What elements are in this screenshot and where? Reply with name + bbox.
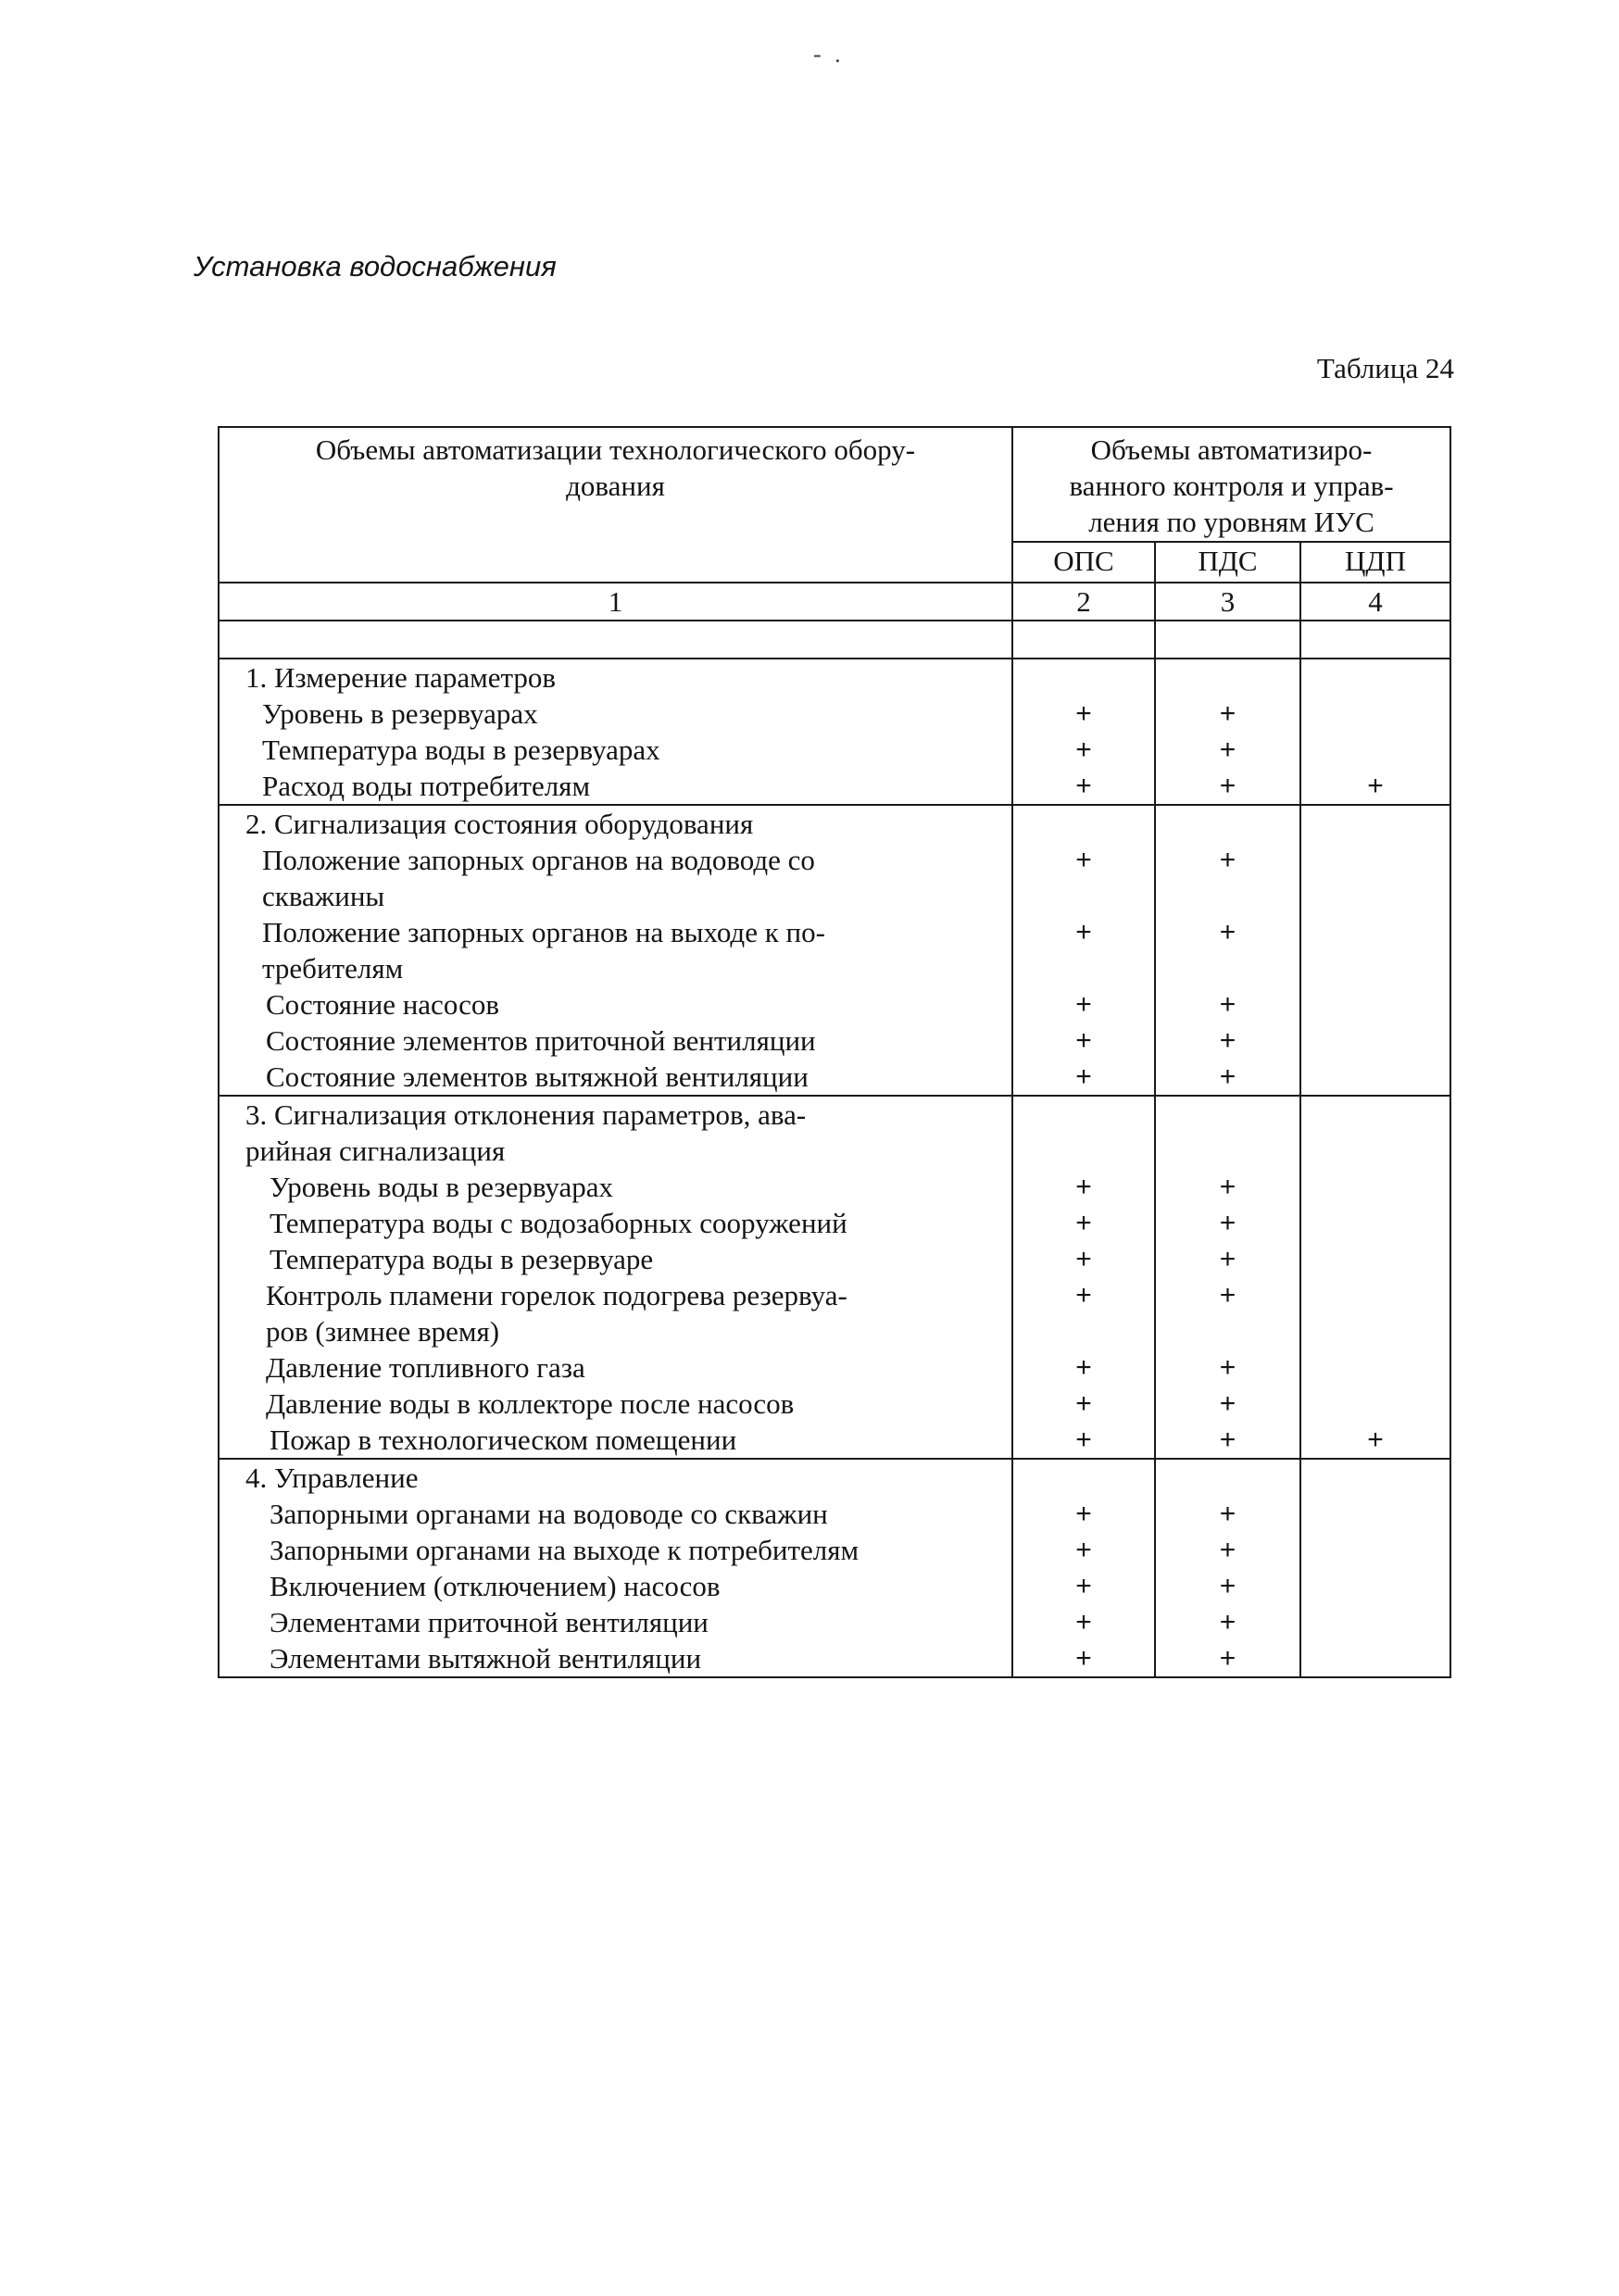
mark-pds: + — [1155, 1640, 1300, 1677]
row-label: Пожар в технологическом помещении — [270, 1424, 737, 1456]
mark-pds: + — [1155, 732, 1300, 768]
row-label-continued: ров (зимнее время) — [266, 1315, 500, 1348]
table-row — [219, 1640, 1450, 1677]
table-row — [219, 1604, 1450, 1640]
empty-row-cell — [1012, 621, 1155, 659]
group-4-title: 4. Управление — [245, 1462, 419, 1494]
header-col1-line1: Объемы автоматизации технологического обору- — [315, 433, 916, 466]
mark-cdp: + — [1300, 768, 1450, 805]
automation-table — [218, 426, 1451, 1678]
mark-ops: + — [1012, 1496, 1155, 1532]
row-label: Запорными органами на водоводе со скважин — [270, 1498, 828, 1530]
table-row — [219, 1241, 1450, 1277]
group-3-title: 3. Сигнализация отклонения параметров, ава- — [245, 1098, 807, 1131]
header-col1-line2: дования — [566, 470, 665, 502]
empty-row-cell — [1300, 621, 1450, 659]
mark-ops: + — [1012, 696, 1155, 732]
mark-ops: + — [1012, 1386, 1155, 1422]
table-row — [219, 1496, 1450, 1532]
row-label: Состояние элементов вытяжной вентиляции — [266, 1060, 809, 1093]
row-label: Включением (отключением) насосов — [270, 1570, 721, 1602]
table-row — [219, 986, 1450, 1023]
mark-pds: + — [1155, 1169, 1300, 1205]
mark-ops: + — [1012, 842, 1155, 914]
row-label: Положение запорных органов на водоводе со — [262, 844, 815, 876]
table-row — [219, 1169, 1450, 1205]
header-right-line2: ванного контроля и управ- — [1069, 470, 1394, 502]
group-title-row — [219, 805, 1450, 842]
mark-pds: + — [1155, 914, 1300, 986]
table-row — [219, 768, 1450, 805]
table-row — [219, 1023, 1450, 1059]
mark-pds: + — [1155, 1241, 1300, 1277]
table-row — [219, 1422, 1450, 1459]
mark-ops: + — [1012, 732, 1155, 768]
mark-cdp — [1300, 1169, 1450, 1205]
mark-pds: + — [1155, 986, 1300, 1023]
mark-pds: + — [1155, 1532, 1300, 1568]
row-label: Контроль пламени горелок подогрева резервуа- — [266, 1279, 847, 1311]
mark-ops: + — [1012, 1205, 1155, 1241]
mark-ops: + — [1012, 1640, 1155, 1677]
mark-pds: + — [1155, 1023, 1300, 1059]
mark-ops: + — [1012, 1532, 1155, 1568]
group-title-row — [219, 1096, 1450, 1169]
mark-ops: + — [1012, 1023, 1155, 1059]
mark-pds: + — [1155, 768, 1300, 805]
mark-cdp — [1300, 1241, 1450, 1277]
mark-cdp — [1300, 1059, 1450, 1096]
row-label: Элементами приточной вентиляции — [270, 1606, 709, 1638]
mark-ops: + — [1012, 1604, 1155, 1640]
mark-pds: + — [1155, 1604, 1300, 1640]
mark-pds: + — [1155, 1277, 1300, 1349]
mark-pds: + — [1155, 1496, 1300, 1532]
mark-ops: + — [1012, 1568, 1155, 1604]
mark-cdp — [1300, 1277, 1450, 1349]
row-label: Положение запорных органов на выходе к по- — [262, 916, 825, 948]
mark-cdp — [1300, 732, 1450, 768]
header-level-ops: ОПС — [1012, 542, 1155, 583]
mark-cdp — [1300, 1386, 1450, 1422]
column-number-4: 4 — [1300, 583, 1450, 621]
header-level-cdp: ЦДП — [1300, 542, 1450, 583]
mark-pds: + — [1155, 842, 1300, 914]
table-row — [219, 842, 1450, 914]
mark-pds: + — [1155, 696, 1300, 732]
section-title: Установка водоснабжения — [194, 250, 557, 282]
header-level-pds: ПДС — [1155, 542, 1300, 583]
page-top-mark: - . — [813, 41, 845, 68]
row-label: Температура воды в резервуарах — [262, 734, 660, 766]
mark-pds: + — [1155, 1059, 1300, 1096]
mark-cdp — [1300, 1640, 1450, 1677]
row-label: Уровень в резервуарах — [262, 697, 538, 730]
mark-ops: + — [1012, 1169, 1155, 1205]
column-number-2: 2 — [1012, 583, 1155, 621]
mark-cdp — [1300, 1205, 1450, 1241]
mark-cdp — [1300, 914, 1450, 986]
mark-ops: + — [1012, 1422, 1155, 1459]
mark-ops: + — [1012, 1349, 1155, 1386]
mark-pds: + — [1155, 1205, 1300, 1241]
row-label: Состояние насосов — [266, 988, 499, 1021]
mark-ops: + — [1012, 768, 1155, 805]
row-label-continued: скважины — [262, 880, 385, 912]
group-2-title: 2. Сигнализация состояния оборудования — [245, 808, 754, 840]
mark-cdp — [1300, 1349, 1450, 1386]
table-row — [219, 1059, 1450, 1096]
row-label: Запорными органами на выходе к потребителям — [270, 1534, 860, 1566]
mark-cdp — [1300, 1496, 1450, 1532]
table-row — [219, 1277, 1450, 1349]
mark-cdp — [1300, 1023, 1450, 1059]
row-label: Давление топливного газа — [266, 1351, 585, 1384]
row-label: Элементами вытяжной вентиляции — [270, 1642, 702, 1675]
group-title-row — [219, 1459, 1450, 1496]
mark-cdp — [1300, 842, 1450, 914]
row-label: Температура воды с водозаборных сооружений — [270, 1207, 847, 1239]
column-number-3: 3 — [1155, 583, 1300, 621]
table-row — [219, 1568, 1450, 1604]
header-right-line3: ления по уровням ИУС — [1088, 506, 1374, 538]
mark-pds: + — [1155, 1386, 1300, 1422]
group-1-title: 1. Измерение параметров — [245, 661, 557, 694]
table-row — [219, 1386, 1450, 1422]
table-row — [219, 1205, 1450, 1241]
row-label: Состояние элементов приточной вентиляции — [266, 1024, 816, 1057]
mark-ops: + — [1012, 1241, 1155, 1277]
header-levels-group — [1012, 427, 1450, 542]
mark-ops: + — [1012, 986, 1155, 1023]
mark-ops: + — [1012, 914, 1155, 986]
header-column-1 — [219, 427, 1012, 583]
table-row — [219, 696, 1450, 732]
table-row — [219, 1349, 1450, 1386]
row-label: Расход воды потребителям — [262, 770, 591, 802]
empty-row-cell — [219, 621, 1012, 659]
group-title-row — [219, 659, 1450, 696]
column-number-1: 1 — [219, 583, 1012, 621]
table-row — [219, 914, 1450, 986]
mark-pds: + — [1155, 1422, 1300, 1459]
mark-ops: + — [1012, 1277, 1155, 1349]
mark-cdp: + — [1300, 1422, 1450, 1459]
row-label-continued: требителям — [262, 952, 404, 985]
mark-pds: + — [1155, 1568, 1300, 1604]
table-caption: Таблица 24 — [1316, 352, 1454, 384]
group-3-title-continued: рийная сигнализация — [245, 1135, 506, 1167]
mark-pds: + — [1155, 1349, 1300, 1386]
mark-cdp — [1300, 696, 1450, 732]
table-row — [219, 732, 1450, 768]
header-right-line1: Объемы автоматизиро- — [1090, 433, 1373, 466]
table-row — [219, 1532, 1450, 1568]
empty-row-cell — [1155, 621, 1300, 659]
row-label: Температура воды в резервуаре — [270, 1243, 654, 1275]
row-label: Давление воды в коллекторе после насосов — [266, 1387, 795, 1420]
mark-cdp — [1300, 1604, 1450, 1640]
mark-cdp — [1300, 1568, 1450, 1604]
mark-ops: + — [1012, 1059, 1155, 1096]
mark-cdp — [1300, 986, 1450, 1023]
row-label: Уровень воды в резервуарах — [270, 1171, 614, 1203]
mark-cdp — [1300, 1532, 1450, 1568]
